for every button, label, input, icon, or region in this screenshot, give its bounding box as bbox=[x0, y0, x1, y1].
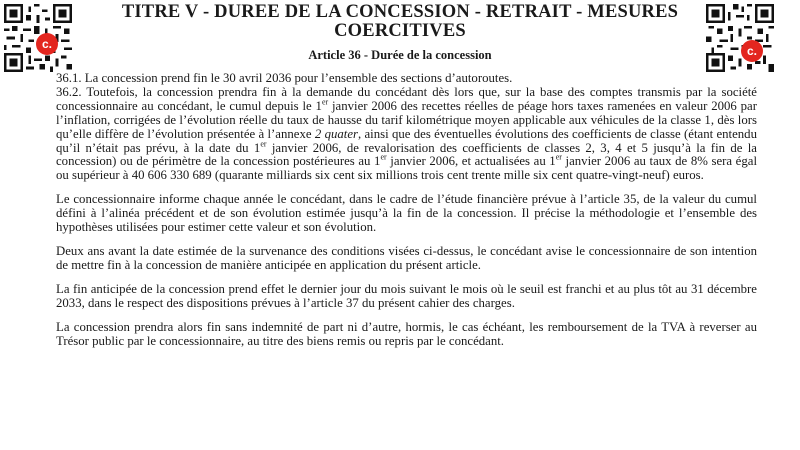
ordinal-superscript: er bbox=[260, 139, 267, 149]
paragraph-p5 bbox=[56, 283, 757, 311]
paragraph-text: 36.2. Toutefois, la concession prendra fin à la demande du concédant dès lors que, sur la base des comptes transmis par la société concessionnaire au concédant, le cumul depuis le 1 bbox=[56, 84, 757, 113]
paragraph-text: 36.1. La concession prend fin le 30 avril 2036 pour l’ensemble des sections d’autoroutes. bbox=[56, 71, 513, 85]
paragraph-p1 bbox=[56, 72, 757, 86]
ordinal-superscript: er bbox=[321, 97, 329, 107]
paragraph-p4 bbox=[56, 245, 757, 273]
paragraph-text: janvier 2006 au taux de 8% sera égal ou supérieur à 40 606 330 689 (quarante milliards six cent six millions trois cent trente mille six cent quatre-vingt-neuf) euros. bbox=[56, 154, 757, 183]
ordinal-superscript: er bbox=[555, 153, 562, 163]
paragraph-text: , ainsi que des éventuelles évolutions des coefficients de classe (étant entendu qu’il n’était pas prévu, à la date du 1 bbox=[56, 126, 757, 155]
paragraph-p2 bbox=[56, 86, 757, 183]
document-title: TITRE V - DUREE DE LA CONCESSION - RETRAIT - MESURES COERCITIVES bbox=[121, 2, 679, 41]
ordinal-superscript: er bbox=[380, 153, 387, 163]
paragraph-text: janvier 2006, de revalorisation des coefficients de classes 2, 3, 4 et 5 jusqu’à la fin de la concession) ou de périmètre de la concession postérieures au 1 bbox=[56, 140, 757, 169]
paragraph-text: Deux ans avant la date estimée de la survenance des conditions visées ci-dessus, le concédant avise le concessionnaire de son intention de mettre fin à la concession de manière anticipée en application du présent article. bbox=[56, 243, 757, 272]
paragraph-text: janvier 2006 des recettes réelles de péage hors taxes ramenées en valeur 2006 par l’inflation, corrigées de l’évolution réelle du taux de hausse du tarif kilométrique moyen applicable aux véhicules de la classe 1, dès lors qu’elle diffère de l’évolution présentée à l’annexe bbox=[56, 98, 757, 141]
paragraph-text: La fin anticipée de la concession prend effet le dernier jour du mois suivant le mois où le seuil est franchi et au plus tôt au 31 décembre 2033, dans le respect des dispositions prévues à l’article 37 du présent cahier des charges. bbox=[56, 281, 757, 310]
brand-badge-icon: c. bbox=[36, 33, 58, 55]
paragraph-text: La concession prendra alors fin sans indemnité de part ni d’autre, hormis, le cas échéant, les remboursement de la TVA à reverser au Trésor public par le concessionnaire, au titre des biens remis ou repris par le concédant. bbox=[56, 319, 757, 348]
brand-badge-icon: c. bbox=[741, 40, 763, 62]
paragraph-p3 bbox=[56, 193, 757, 235]
paragraph-text: janvier 2006, et actualisées au 1 bbox=[386, 154, 556, 169]
article-heading: Article 36 - Durée de la concession bbox=[308, 48, 492, 62]
paragraph-text: Le concessionnaire informe chaque année le concédant, dans le cadre de l’étude financière prévue à l’article 35, de la valeur du cumul défini à l’alinéa précédent et de son évolution estimée jusqu’à la fin de la concession. Il précise la méthodologie et l’ensemble des hypothèses utilisées pour estimer cette valeur et son évolution. bbox=[56, 192, 757, 235]
paragraph-p6 bbox=[56, 321, 757, 349]
annex-reference: 2 quater bbox=[314, 126, 358, 141]
document-body bbox=[56, 72, 757, 348]
